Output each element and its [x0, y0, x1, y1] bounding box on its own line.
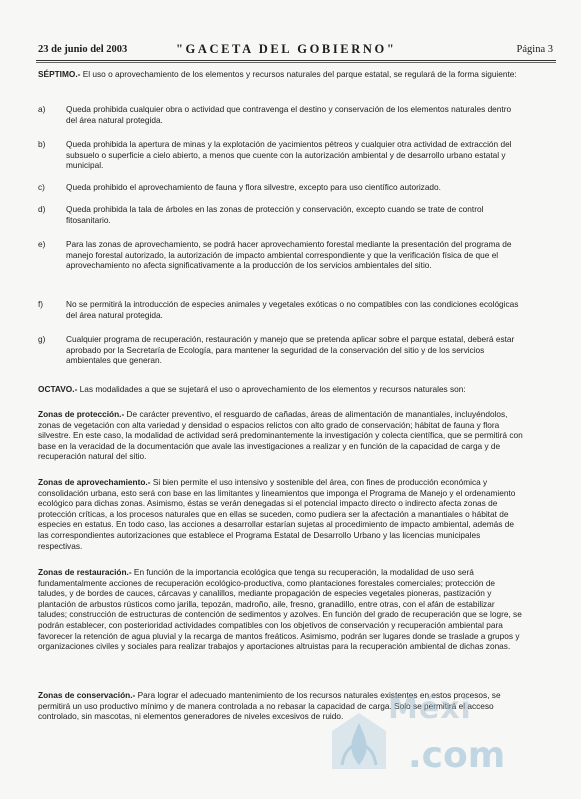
zone-text: De carácter preventivo, el resguardo de cañadas, áreas de alimentación de manantiales, incluyéndolos, zonas de vegetación con alta variedad y densidad o espacios relictos con alto grado de conservación; hábitat de fauna y flora silvestre. En este caso, la modalidad de actividad será predominantemente la investigación y colecta científica, que se permitirá con base en la veracidad de la documentación que avale las investigaciones a realizar y en función de la capacidad de carga y de recuperación natural del sitio. [38, 409, 523, 462]
list-item [38, 104, 524, 125]
zone-text: Si bien permite el uso intensivo y sostenible del área, con fines de producción económica y consolidación urbana, esto será con base en las limitantes y lineamientos que imponga el Programa de Manejo y el ordenamiento ecológico para dichas zonas. Asimismo, éstas se verán denegadas si el potencial impacto directo o indirecto afecta zonas de protección críticas, a los procesos naturales que en ellas se suceden, como pudiera ser la afectación a manantiales o hábitat de especies en estatus. En todo caso, las acciones a desarrollar estarían sujetas al procedimiento de impacto ambiental, además de las correspondientes autorizaciones que establece el Programa Estatal de Desarrollo Urbano y las licencias municipales respectivas. [38, 477, 516, 551]
header-rule-secondary [36, 62, 556, 63]
watermark-bottom-text: .com [408, 735, 506, 776]
list-item [38, 204, 524, 225]
list-item-label: g) [38, 334, 46, 344]
list-item-label: d) [38, 204, 46, 214]
zone-heading: Zonas de protección.- [38, 409, 125, 419]
zone-text: Para lograr el adecuado mantenimiento de los recursos naturales existentes en estos procesos, se permitirá un uso productivo mínimo y de manera controlada a no rebasar la capacidad de carga. Solo se permitirá el acceso controlado, sin mascotas, ni elementos generadores de niveles excesivos de ruido. [38, 690, 501, 722]
zone-paragraph-protection [38, 409, 524, 462]
list-item-text: Queda prohibido el aprovechamiento de fauna y flora silvestre, excepto para uso científico autorizado. [66, 182, 441, 192]
zone-paragraph-restauracion [38, 567, 524, 652]
list-item [38, 182, 524, 193]
list-item-label: f) [38, 299, 44, 309]
list-item-label: a) [38, 104, 46, 114]
page-header [38, 44, 553, 58]
list-item [38, 334, 524, 366]
zone-heading: Zonas de aprovechamiento.- [38, 477, 151, 487]
list-item-label: c) [38, 182, 45, 192]
list-item-text: Queda prohibida la apertura de minas y la explotación de yacimientos pétreos y cualquier otra actividad de extracción del subsuelo o superficie a cielo abierto, a menos que cuente con la autorización ambiental y de desarrollo urbano estatal y municipal. [66, 139, 512, 171]
list-item [38, 139, 524, 171]
septimo-heading: SÉPTIMO.- [38, 69, 81, 79]
list-item [38, 299, 524, 320]
septimo-paragraph [38, 69, 552, 80]
list-item-label: e) [38, 239, 46, 249]
zone-heading: Zonas de restauración.- [38, 567, 132, 577]
list-item-label: b) [38, 139, 46, 149]
list-item-text: Cualquier programa de recuperación, restauración y manejo que se pretenda aplicar sobre el parque estatal, deberá estar aprobado por la Secretaría de Ecología, para mantener la seguridad de la conservación del sitio y de los servicios ambientales que generan. [66, 334, 515, 366]
header-page-number: Página 3 [516, 44, 553, 55]
header-title: "GACETA DEL GOBIERNO" [176, 42, 397, 56]
list-item-text: Para las zonas de aprovechamiento, se podrá hacer aprovechamiento forestal mediante la presentación del programa de manejo forestal autorizado, la autorización de impacto ambiental correspondiente y que la verificación física de que el aprovechamiento no afecta significativamente a la producción de los servicios ambientales del sitio. [66, 239, 512, 271]
list-item-text: Queda prohibida la tala de árboles en las zonas de protección y conservación, excepto cuando se trate de control fitosanitario. [66, 204, 484, 225]
octavo-heading: OCTAVO.- [38, 384, 78, 394]
zone-heading: Zonas de conservación.- [38, 690, 136, 700]
septimo-text: El uso o aprovechamiento de los elementos y recursos naturales del parque estatal, se regulará de la forma siguiente: [82, 69, 517, 79]
site-watermark [318, 685, 558, 785]
octavo-text: Las modalidades a que se sujetará el uso o aprovechamiento de los elementos y recursos naturales son: [79, 384, 466, 394]
octavo-paragraph [38, 384, 552, 395]
watermark-top-text: Méxi [388, 691, 472, 726]
watermark-logo-icon [324, 709, 394, 775]
header-rule [36, 60, 556, 61]
list-item-text: Queda prohibida cualquier obra o actividad que contravenga el destino y conservación de los elementos naturales dentro del área natural protegida. [66, 104, 512, 125]
list-item [38, 239, 524, 271]
zone-text: En función de la importancia ecológica que tenga su recuperación, la modalidad de uso será fundamentalmente acciones de recuperación ecológico-productiva, como plantaciones forestales comerciales; protección de taludes, y de bordes de cauces, cárcavas y canalillos, mediante propagación de especies vegetales pioneras, pastización y plantación de arbustos rústicos como jarilla, tepozán, madroño, aile, fresno, granadillo, entre otras, con el afán de estabilizar taludes; construcción de estructuras de contención de sedimentos y azolves. En función del grado de recuperación que se logre, se podrán establecer, con posterioridad actividades compatibles con los objetivos de conservación y recuperación ambiental para favorecer la retención de agua pluvial y la recarga de mantos freáticos. Asimismo, podrán ser lugares donde se traslade a grupos y organizaciones civiles y sociales para realizar trabajos y aportaciones altruistas para la recuperación ambiental de dichas zonas. [38, 567, 522, 652]
list-item-text: No se permitirá la introducción de especies animales y vegetales exóticas o no compatibles con las condiciones ecológicas del área natural protegida. [66, 299, 519, 320]
header-date: 23 de junio del 2003 [38, 44, 128, 55]
zone-paragraph-aprovechamiento [38, 477, 524, 551]
